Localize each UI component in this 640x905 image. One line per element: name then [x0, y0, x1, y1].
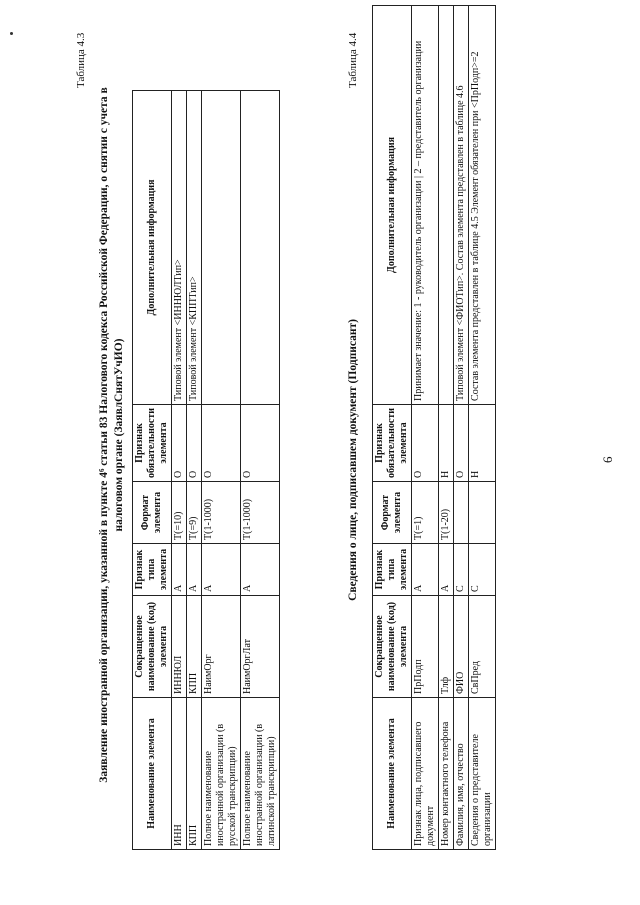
- cell: T(=10): [172, 482, 187, 544]
- cell: Сведения о представителе организации: [469, 698, 496, 850]
- header-cell: Сокращенное наименование (код) элемента: [133, 596, 172, 698]
- cell: [202, 91, 241, 405]
- table-row: [202, 91, 241, 850]
- cell: О: [412, 404, 439, 481]
- cell: А: [172, 544, 187, 596]
- header-cell: Наименование элемента: [373, 698, 412, 850]
- table-header-row: [373, 6, 412, 850]
- cell: Признак лица, подписавшего документ: [412, 698, 439, 850]
- table-row: [241, 91, 280, 850]
- cell: НаимОргЛат: [241, 596, 280, 698]
- header-cell: Дополнительная информация: [373, 6, 412, 405]
- cell: О: [172, 404, 187, 481]
- cell: НаимОрг: [202, 596, 241, 698]
- table-header-row: [133, 91, 172, 850]
- table-4-3: [132, 90, 280, 850]
- page-number: 6: [600, 456, 615, 463]
- cell: А: [202, 544, 241, 596]
- header-cell: Дополнительная информация: [133, 91, 172, 405]
- cell: О: [454, 404, 469, 481]
- cell: Полное наименование иностранной организации (в латинской транскрипции): [241, 698, 280, 850]
- header-cell: Признак типа элемента: [133, 544, 172, 596]
- table-row: [469, 6, 496, 850]
- cell: Полное наименование иностранной организации (в русской транскрипции): [202, 698, 241, 850]
- cell: [454, 482, 469, 544]
- cell: С: [454, 544, 469, 596]
- cell: А: [241, 544, 280, 596]
- table-row: [439, 6, 454, 850]
- header-cell: Формат элемента: [133, 482, 172, 544]
- header-cell: Признак типа элемента: [373, 544, 412, 596]
- header-cell: Признак обязательности элемента: [133, 404, 172, 481]
- cell: А: [439, 544, 454, 596]
- cell: [439, 6, 454, 405]
- cell: ПрПодп: [412, 596, 439, 698]
- header-cell: Формат элемента: [373, 482, 412, 544]
- table-row: [187, 91, 202, 850]
- cell: Тлф: [439, 596, 454, 698]
- table-row: [412, 6, 439, 850]
- cell: Типовой элемент <ИННЮЛТип>: [172, 91, 187, 405]
- cell: Номер контактного телефона: [439, 698, 454, 850]
- cell: ИННЮЛ: [172, 596, 187, 698]
- cell: T(=1): [412, 482, 439, 544]
- scan-speck: [10, 32, 13, 35]
- table-4-4: [372, 5, 496, 850]
- cell: T(1-1000): [241, 482, 280, 544]
- table-row: [454, 6, 469, 850]
- cell: T(1-20): [439, 482, 454, 544]
- cell: С: [469, 544, 496, 596]
- cell: T(1-1000): [202, 482, 241, 544]
- cell: ИНН: [172, 698, 187, 850]
- header-cell: Признак обязательности элемента: [373, 404, 412, 481]
- cell: Типовой элемент <ФИОТип>. Состав элемента представлен в таблице 4.6: [454, 6, 469, 405]
- cell: Н: [469, 404, 496, 481]
- cell: КПП: [187, 596, 202, 698]
- cell: О: [202, 404, 241, 481]
- header-cell: Сокращенное наименование (код) элемента: [373, 596, 412, 698]
- cell: [469, 482, 496, 544]
- table-title-4-4: Сведения о лице, подписавшем документ (Подписант): [347, 319, 359, 601]
- cell: [241, 91, 280, 405]
- cell: О: [187, 404, 202, 481]
- cell: О: [241, 404, 280, 481]
- table-caption-4-3: Таблица 4.3: [75, 32, 87, 88]
- table-row: [172, 91, 187, 850]
- header-cell: Наименование элемента: [133, 698, 172, 850]
- cell: T(=9): [187, 482, 202, 544]
- cell: А: [187, 544, 202, 596]
- cell: Принимает значение: 1 - руководитель организации | 2 – представитель организации: [412, 6, 439, 405]
- table-title-4-3: Заявление иностранной организации, указанной в пункте 4⁶ статьи 83 Налогового кодекса Российской Федерации, о снятии с учета в налоговом органе (ЗаявлСнятУчИО): [98, 87, 125, 783]
- table-caption-4-4: Таблица 4.4: [347, 32, 359, 88]
- cell: ФИО: [454, 596, 469, 698]
- cell: КПП: [187, 698, 202, 850]
- cell: Фамилия, имя, отчество: [454, 698, 469, 850]
- cell: Состав элемента представлен в таблице 4.5 Элемент обязателен при <ПрПодп>=2: [469, 6, 496, 405]
- cell: Н: [439, 404, 454, 481]
- cell: СвПред: [469, 596, 496, 698]
- cell: А: [412, 544, 439, 596]
- cell: Типовой элемент <КППТип>: [187, 91, 202, 405]
